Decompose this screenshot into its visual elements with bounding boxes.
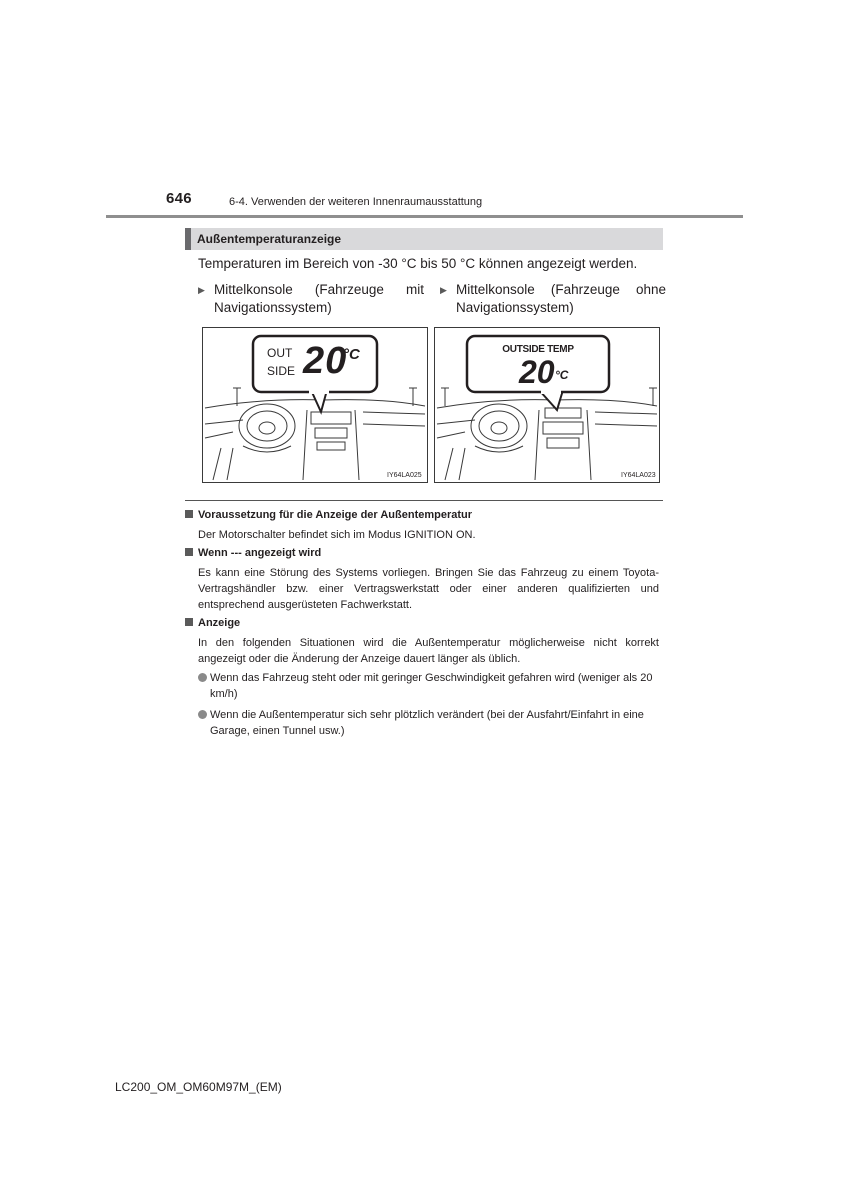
intro-text: Temperaturen im Bereich von -30 °C bis 50 °C können angezeigt werden. xyxy=(198,256,638,271)
note-heading xyxy=(185,547,321,559)
list-item-text: Wenn das Fahrzeug steht oder mit geringer Geschwindigkeit gefahren wird (weniger als 20 km/h) xyxy=(210,672,653,701)
outside-temp-label: OUTSIDE TEMP xyxy=(502,344,574,355)
note-text: In den folgenden Situationen wird die Außentemperatur möglicherweise nicht korrekt angezeigt oder die Änderung der Anzeige dauert länger als üblich. xyxy=(198,637,659,666)
note-heading-text: Voraussetzung für die Anzeige der Außentemperatur xyxy=(198,509,473,521)
figure-console-no-nav xyxy=(434,327,660,483)
list-item-text: Wenn die Außentemperatur sich sehr plötzlich verändert (bei der Ausfahrt/Einfahrt in eine Garage, einen Tunnel usw.) xyxy=(210,709,644,738)
note-heading xyxy=(185,509,472,521)
outside-label-line1: OUT xyxy=(267,346,293,360)
note-text: Es kann eine Störung des Systems vorliegen. Bringen Sie das Fahrzeug zu einem Toyota-Vertragshändler bzw. einer Vertragswerkstatt oder einer anderen qualifizierten und entsprechend ausgerüsteten Fachwerkstatt. xyxy=(198,567,659,612)
temperature-unit: °C xyxy=(555,368,569,382)
note-heading-text: Wenn --- angezeigt wird xyxy=(198,547,322,559)
note-heading xyxy=(185,617,240,629)
header-rule xyxy=(106,215,743,218)
bullet-text: Mittelkonsole (Fahrzeuge mit Navigationssystem) xyxy=(214,282,424,315)
circle-bullet-icon xyxy=(198,710,207,719)
circle-bullet-icon xyxy=(198,673,207,682)
figure-code: IY64LA025 xyxy=(387,472,422,479)
section-title-bar xyxy=(185,228,663,250)
list-item xyxy=(198,670,662,704)
bullet-no-nav xyxy=(440,281,668,321)
bullet-text: Mittelkonsole (Fahrzeuge ohne Navigationssystem) xyxy=(456,282,666,315)
figure-code: IY64LA023 xyxy=(621,472,656,479)
temperature-value: 20 xyxy=(303,340,348,382)
note-heading-text: Anzeige xyxy=(198,617,241,629)
square-bullet-icon xyxy=(185,510,193,518)
bullet-nav xyxy=(198,281,426,321)
temperature-unit: °C xyxy=(343,346,360,363)
square-bullet-icon xyxy=(185,618,193,626)
running-head: 6-4. Verwenden der weiteren Innenraumausstattung xyxy=(229,196,483,208)
list-item xyxy=(198,707,662,741)
page-number: 646 xyxy=(166,190,192,207)
figure-console-nav xyxy=(202,327,428,483)
section-title: Außentemperaturanzeige xyxy=(197,232,342,246)
triangle-bullet-icon: ▶ xyxy=(440,285,447,295)
triangle-bullet-icon: ▶ xyxy=(198,285,205,295)
section-accent xyxy=(185,228,191,250)
temperature-value: 20 xyxy=(519,354,555,390)
outside-label-line2: SIDE xyxy=(267,364,296,378)
square-bullet-icon xyxy=(185,548,193,556)
note-text: Der Motorschalter befindet sich im Modus IGNITION ON. xyxy=(198,529,476,541)
document-code: LC200_OM_OM60M97M_(EM) xyxy=(115,1080,282,1094)
divider xyxy=(185,500,663,501)
